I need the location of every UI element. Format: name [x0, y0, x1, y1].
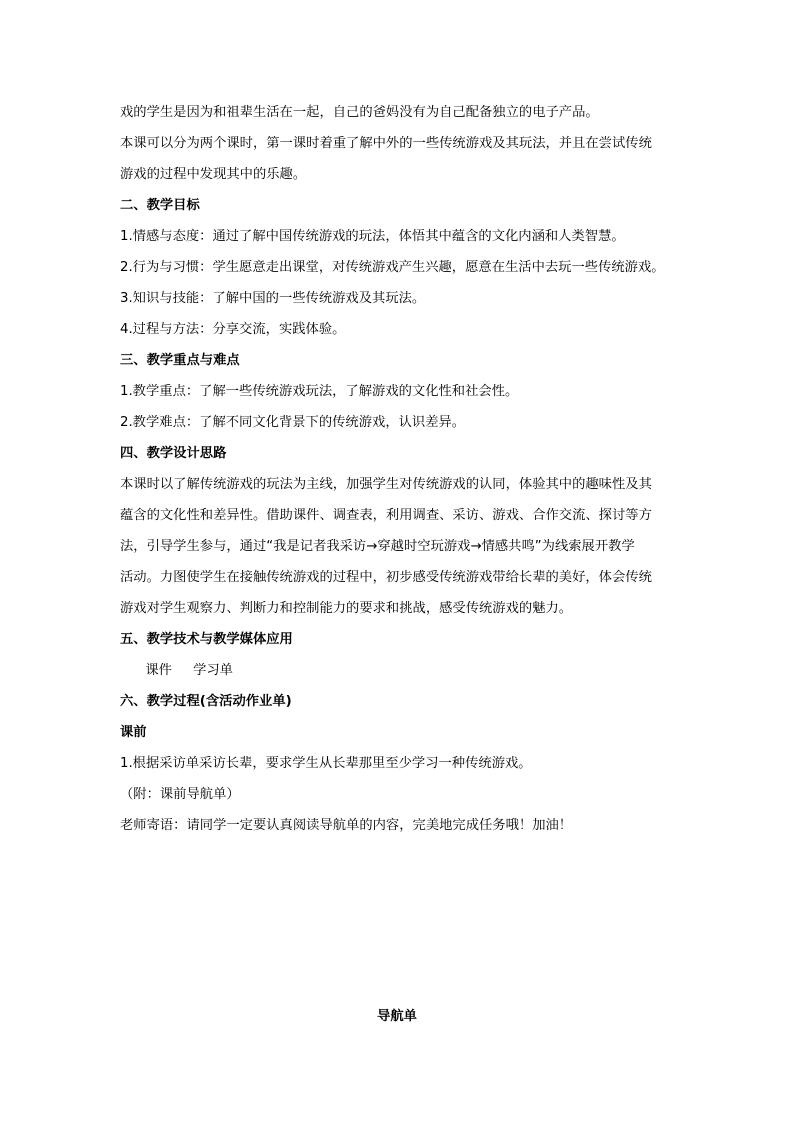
- section-heading-media: 五、教学技术与教学媒体应用: [120, 632, 293, 647]
- section-heading-process: 六、教学过程(含活动作业单): [120, 694, 292, 709]
- paragraph-line: 戏的学生是因为和祖辈生活在一起，自己的爸妈没有为自己配备独立的电子产品。: [120, 105, 599, 120]
- objective-item: 2.行为与习惯：学生愿意走出课堂，对传统游戏产生兴趣，愿意在生活中去玩一些传统游戏。: [120, 260, 665, 275]
- media-list: 课件 学习单: [120, 663, 233, 678]
- paragraph-line: 本课可以分为两个课时，第一课时着重了解中外的一些传统游戏及其玩法，并且在尝试传统: [120, 136, 652, 151]
- section-heading-key-points: 三、教学重点与难点: [120, 353, 240, 368]
- teacher-message: 老师寄语：请同学一定要认真阅读导航单的内容，完美地完成任务哦！加油！: [120, 818, 573, 833]
- paragraph-line: 活动。力图使学生在接触传统游戏的过程中，初步感受传统游戏带给长辈的美好，体会传统: [120, 570, 652, 585]
- objective-item: 4.过程与方法：分享交流，实践体验。: [120, 322, 346, 337]
- section-heading-design: 四、教学设计思路: [120, 446, 227, 461]
- key-point-item: 1.教学重点：了解一些传统游戏玩法，了解游戏的文化性和社会性。: [120, 384, 519, 399]
- paragraph-line: 游戏的过程中发现其中的乐趣。: [120, 167, 307, 182]
- objective-item: 1.情感与态度：通过了解中国传统游戏的玩法，体悟其中蕴含的文化内涵和人类智慧。: [120, 229, 625, 244]
- objective-item: 3.知识与技能：了解中国的一些传统游戏及其玩法。: [120, 291, 426, 306]
- key-point-item: 2.教学难点：了解不同文化背景下的传统游戏，认识差异。: [120, 415, 466, 430]
- process-item: 1.根据采访单采访长辈，要求学生从长辈那里至少学习一种传统游戏。: [120, 756, 532, 771]
- section-heading-objectives: 二、教学目标: [120, 198, 200, 213]
- paragraph-line: 游戏对学生观察力、判断力和控制能力的要求和挑战，感受传统游戏的魅力。: [120, 601, 573, 616]
- subheading-before-class: 课前: [120, 725, 147, 740]
- paragraph-line: 法，引导学生参与，通过“我是记者我采访→穿越时空玩游戏→情感共鸣”为线索展开教学: [120, 539, 635, 554]
- footer-title: 导航单: [377, 1009, 417, 1024]
- paragraph-line: 蕴含的文化性和差异性。借助课件、调查表，利用调查、采访、游戏、合作交流、探讨等方: [120, 508, 652, 523]
- paragraph-line: 本课时以了解传统游戏的玩法为主线，加强学生对传统游戏的认同，体验其中的趣味性及其: [120, 477, 652, 492]
- attachment-note: （附：课前导航单）: [120, 787, 240, 802]
